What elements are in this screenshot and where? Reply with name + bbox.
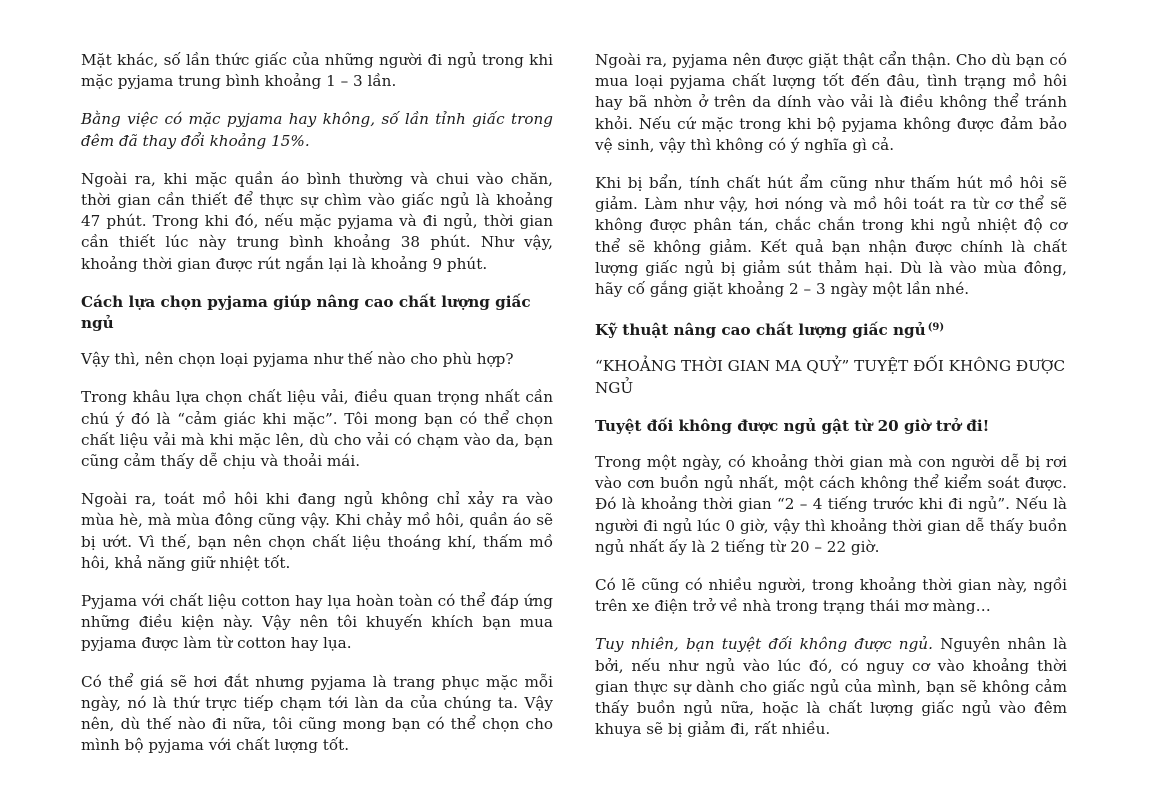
sub-heading: Tuyệt đối không được ngủ gật từ 20 giờ trở đi! [595,416,990,435]
footnote-reference: (9) [927,322,945,334]
italic-phrase: Tuy nhiên, bạn tuyệt đối không được ngủ. [595,635,933,654]
paragraph: Vậy thì, nên chọn loại pyjama như thế nào cho phù hợp? [81,350,514,369]
right-column [595,50,1067,757]
paragraph-text: Nguyên nhân là bởi, nếu như ngủ vào lúc đó, có nguy cơ vào khoảng thời gian thực sự dành cho giấc ngủ của mình, bạn sẽ không cảm thấy buồn ngủ nữa, hoặc là chất lượng giấc ngủ vào đêm khuya sẽ bị giảm đi, rất nhiều. [595,635,1068,739]
heading-text: Kỹ thuật nâng cao chất lượng giấc ngủ [595,321,926,340]
paragraph: Ngoài ra, pyjama nên được giặt thật cẩn thận. Cho dù bạn có mua loại pyjama chất lượng tốt đến đâu, tình trạng mồ hôi hay bã nhờn ở trên da dính vào vải là điều không thể tránh khỏi. Nếu cứ mặc trong khi bộ pyjama không được đảm bảo vệ sinh, vậy thì không có ý nghĩa gì cả. [595,51,1067,154]
paragraph: Có lẽ cũng có nhiều người, trong khoảng thời gian này, ngồi trên xe điện trở về nhà trong trạng thái mơ màng… [595,576,1067,616]
paragraph: Ngoài ra, khi mặc quần áo bình thường và chui vào chăn, thời gian cần thiết để thực sự chìm vào giấc ngủ là khoảng 47 phút. Trong khi đó, nếu mặc pyjama và đi ngủ, thời gian cần thiết lúc này trung bình khoảng 38 phút. Như vậy, khoảng thời gian được rút ngắn lại là khoảng 9 phút. [81,169,553,273]
caps-heading: “KHOẢNG THỜI GIAN MA QUỶ” TUYỆT ĐỐI KHÔNG ĐƯỢC NGỦ [595,357,1066,397]
paragraph: Ngoài ra, toát mồ hôi khi đang ngủ không chỉ xảy ra vào mùa hè, mà mùa đông cũng vậy. Khi chảy mồ hôi, quần áo sẽ bị ướt. Vì thế, bạn nên chọn chất liệu thoáng khí, thấm mồ hôi, khả năng giữ nhiệt tốt. [81,490,553,572]
paragraph: Pyjama với chất liệu cotton hay lụa hoàn toàn có thể đáp ứng những điều kiện này. Vậy nên tôi khuyến khích bạn mua pyjama được làm từ cotton hay lụa. [81,592,553,653]
section-heading [595,317,1067,341]
paragraph: Khi bị bẩn, tính chất hút ẩm cũng như thấm hút mồ hôi sẽ giảm. Làm như vậy, hơi nóng và mồ hôi toát ra từ cơ thể sẽ không được phân tán, chắc chắn trong khi ngủ nhiệt độ cơ thể sẽ không giảm. Kết quả bạn nhận được chính là chất lượng giấc ngủ bị giảm sút thảm hại. Dù là vào mùa đông, hãy cố gắng giặt khoảng 2 – 3 ngày một lần nhé. [595,174,1067,299]
paragraph [595,634,1067,740]
paragraph: Có thể giá sẽ hơi đắt nhưng pyjama là trang phục mặc mỗi ngày, nó là thứ trực tiếp chạm tới làn da của chúng ta. Vậy nên, dù thế nào đi nữa, tôi cũng mong bạn có thể chọn cho mình bộ pyjama với chất lượng tốt. [81,672,553,755]
left-column [81,50,553,773]
paragraph: Trong khâu lựa chọn chất liệu vải, điều quan trọng nhất cần chú ý đó là “cảm giác khi mặc”. Tôi mong bạn có thể chọn chất liệu vải mà khi mặc lên, dù cho vải có chạm vào da, bạn cũng cảm thấy dễ chịu và thoải mái. [81,388,553,471]
paragraph: Mặt khác, số lần thức giấc của những người đi ngủ trong khi mặc pyjama trung bình khoảng 1 – 3 lần. [81,51,553,91]
section-heading: Cách lựa chọn pyjama giúp nâng cao chất lượng giấc ngủ [81,292,531,333]
paragraph: Trong một ngày, có khoảng thời gian mà con người dễ bị rơi vào cơn buồn ngủ nhất, một cách không thể kiểm soát được. Đó là khoảng thời gian “2 – 4 tiếng trước khi đi ngủ”. Nếu là người đi ngủ lúc 0 giờ, vậy thì khoảng thời gian dễ thấy buồn ngủ nhất ấy là 2 tiếng từ 20 – 22 giờ. [595,453,1067,556]
italic-paragraph: Bằng việc có mặc pyjama hay không, số lần tỉnh giấc trong đêm đã thay đổi khoảng 15%. [81,110,553,150]
